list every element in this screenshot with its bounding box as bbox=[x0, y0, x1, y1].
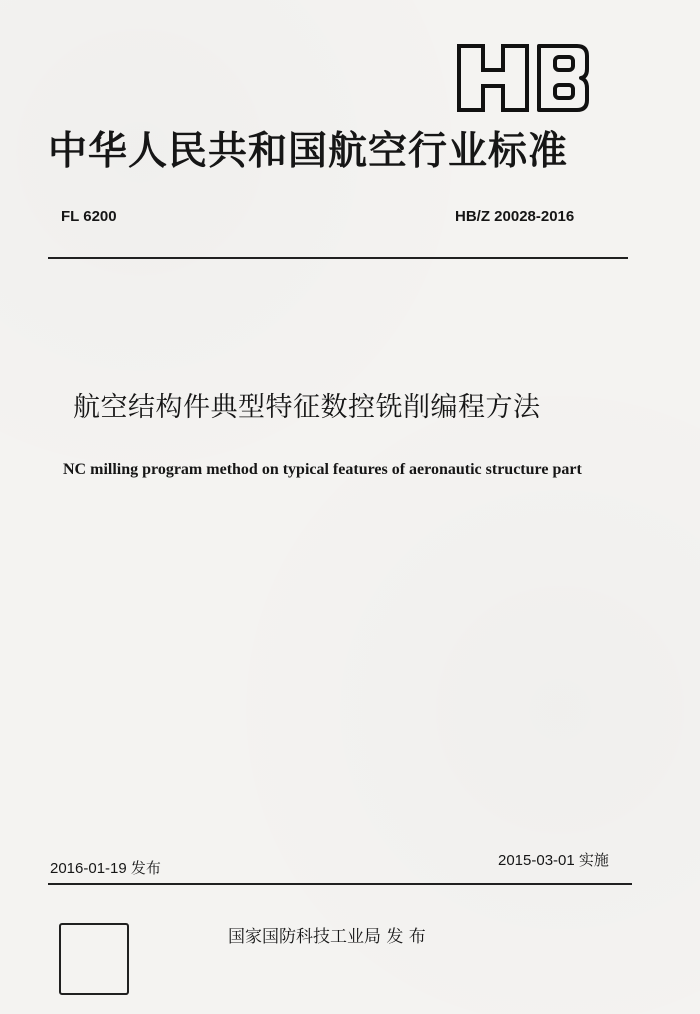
bottom-divider bbox=[48, 883, 632, 885]
publisher: 国家国防科技工业局 发 布 bbox=[228, 927, 426, 947]
hb-logo-mark bbox=[455, 40, 591, 116]
classification-code: FL 6200 bbox=[61, 208, 117, 225]
seal-box bbox=[59, 923, 129, 995]
document-title-chinese: 航空结构件典型特征数控铣削编程方法 bbox=[73, 392, 541, 423]
hb-logo-text bbox=[455, 116, 456, 117]
document-title-english: NC milling program method on typical features of aeronautic structure part bbox=[63, 461, 582, 478]
standard-number: HB/Z 20028-2016 bbox=[455, 208, 575, 225]
main-title: 中华人民共和国航空行业标准 bbox=[48, 129, 569, 174]
implementation-date: 2015-03-01 实施 bbox=[498, 852, 609, 869]
issue-date: 2016-01-19 发布 bbox=[50, 860, 161, 877]
top-divider bbox=[48, 257, 628, 259]
hb-logo bbox=[455, 40, 591, 116]
